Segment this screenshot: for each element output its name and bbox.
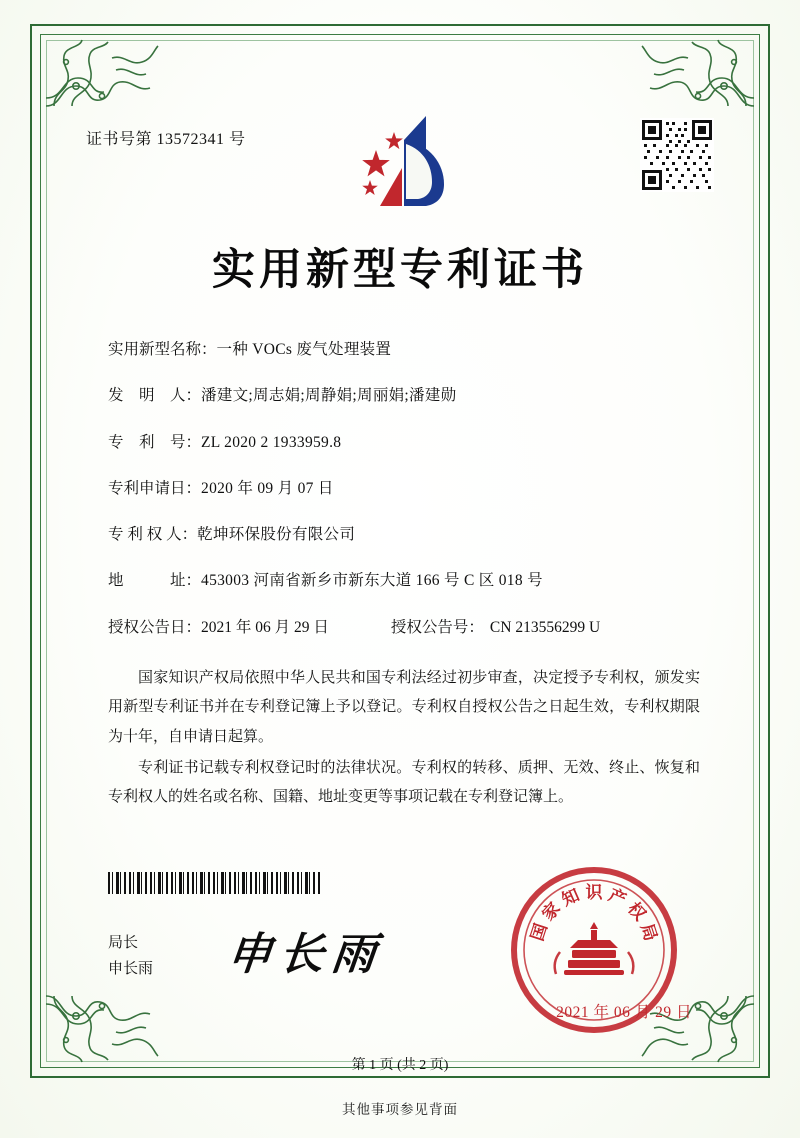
field-label: 专 利 号：: [108, 433, 202, 451]
seal-date: 2021 年 06 月 29 日: [556, 1004, 692, 1021]
patent-office-emblem-icon: [340, 110, 460, 218]
body-paragraph-1: 国家知识产权局依照中华人民共和国专利法经过初步审查，决定授予专利权，颁发实用新型专利证书并在专利登记簿上予以登记。专利权自授权公告之日起生效，专利权期限为十年，自申请日起算。: [108, 670, 700, 745]
field-value: 潘建文;周志娟;周静娟;周丽娟;潘建勋: [201, 387, 457, 405]
field-list: [108, 338, 704, 662]
svg-text:知: 知: [558, 885, 583, 910]
svg-text:局: 局: [637, 921, 661, 944]
field-label: 地 址：: [108, 572, 202, 590]
field-inventors: [108, 384, 704, 407]
field-patent-number: [108, 431, 704, 454]
field-value: 453003 河南省新乡市新东大道 166 号 C 区 018 号: [201, 572, 543, 590]
field-patentee: [108, 523, 704, 546]
field-grant-announcement: [108, 616, 704, 639]
body-paragraph-2: 专利证书记载专利权登记时的法律状况。专利权的转移、质押、无效、终止、恢复和专利权人的姓名或名称、国籍、地址变更等事项记载在专利登记簿上。: [108, 759, 700, 805]
field-value: 2021 年 06 月 29 日: [201, 618, 329, 636]
field-label: 专利申请日：: [108, 479, 202, 497]
field-label: 发 明 人：: [108, 387, 202, 405]
svg-text:家: 家: [538, 898, 565, 925]
svg-text:权: 权: [623, 898, 650, 925]
field-address: [108, 569, 704, 592]
field-extra-value: CN 213556299 U: [489, 618, 601, 636]
svg-text:产: 产: [605, 885, 630, 910]
signature-block: [108, 930, 153, 983]
field-extra-label: 授权公告号：: [390, 618, 484, 636]
field-application-date: [108, 477, 704, 500]
field-label: 实用新型名称：: [108, 341, 217, 358]
body-text: [108, 664, 700, 814]
field-value: ZL 2020 2 1933959.8: [201, 433, 342, 451]
signature-name: 申长雨: [108, 961, 154, 978]
field-value: 2020 年 09 月 07 日: [201, 479, 334, 497]
field-value: 乾坤环保股份有限公司: [197, 526, 356, 543]
field-value: 一种 VOCs 废气处理装置: [216, 341, 392, 358]
svg-text:识: 识: [585, 883, 603, 902]
qr-code-icon: [640, 118, 714, 192]
page-indicator: 第 1 页 (共 2 页): [351, 1058, 449, 1073]
footer-note: 其他事项参见背面: [342, 1102, 458, 1117]
barcode-icon: [108, 872, 320, 894]
field-label: 授权公告日：: [108, 618, 202, 636]
page-title: 实用新型专利证书: [212, 245, 588, 295]
field-utility-model-name: [108, 338, 704, 361]
certificate-number: 证书号第 13572341 号: [86, 131, 246, 148]
signature-title: 局长: [108, 935, 139, 951]
svg-text:国: 国: [527, 921, 551, 944]
handwritten-signature: 申长雨: [224, 929, 387, 980]
field-label: 专 利 权 人：: [108, 526, 198, 543]
